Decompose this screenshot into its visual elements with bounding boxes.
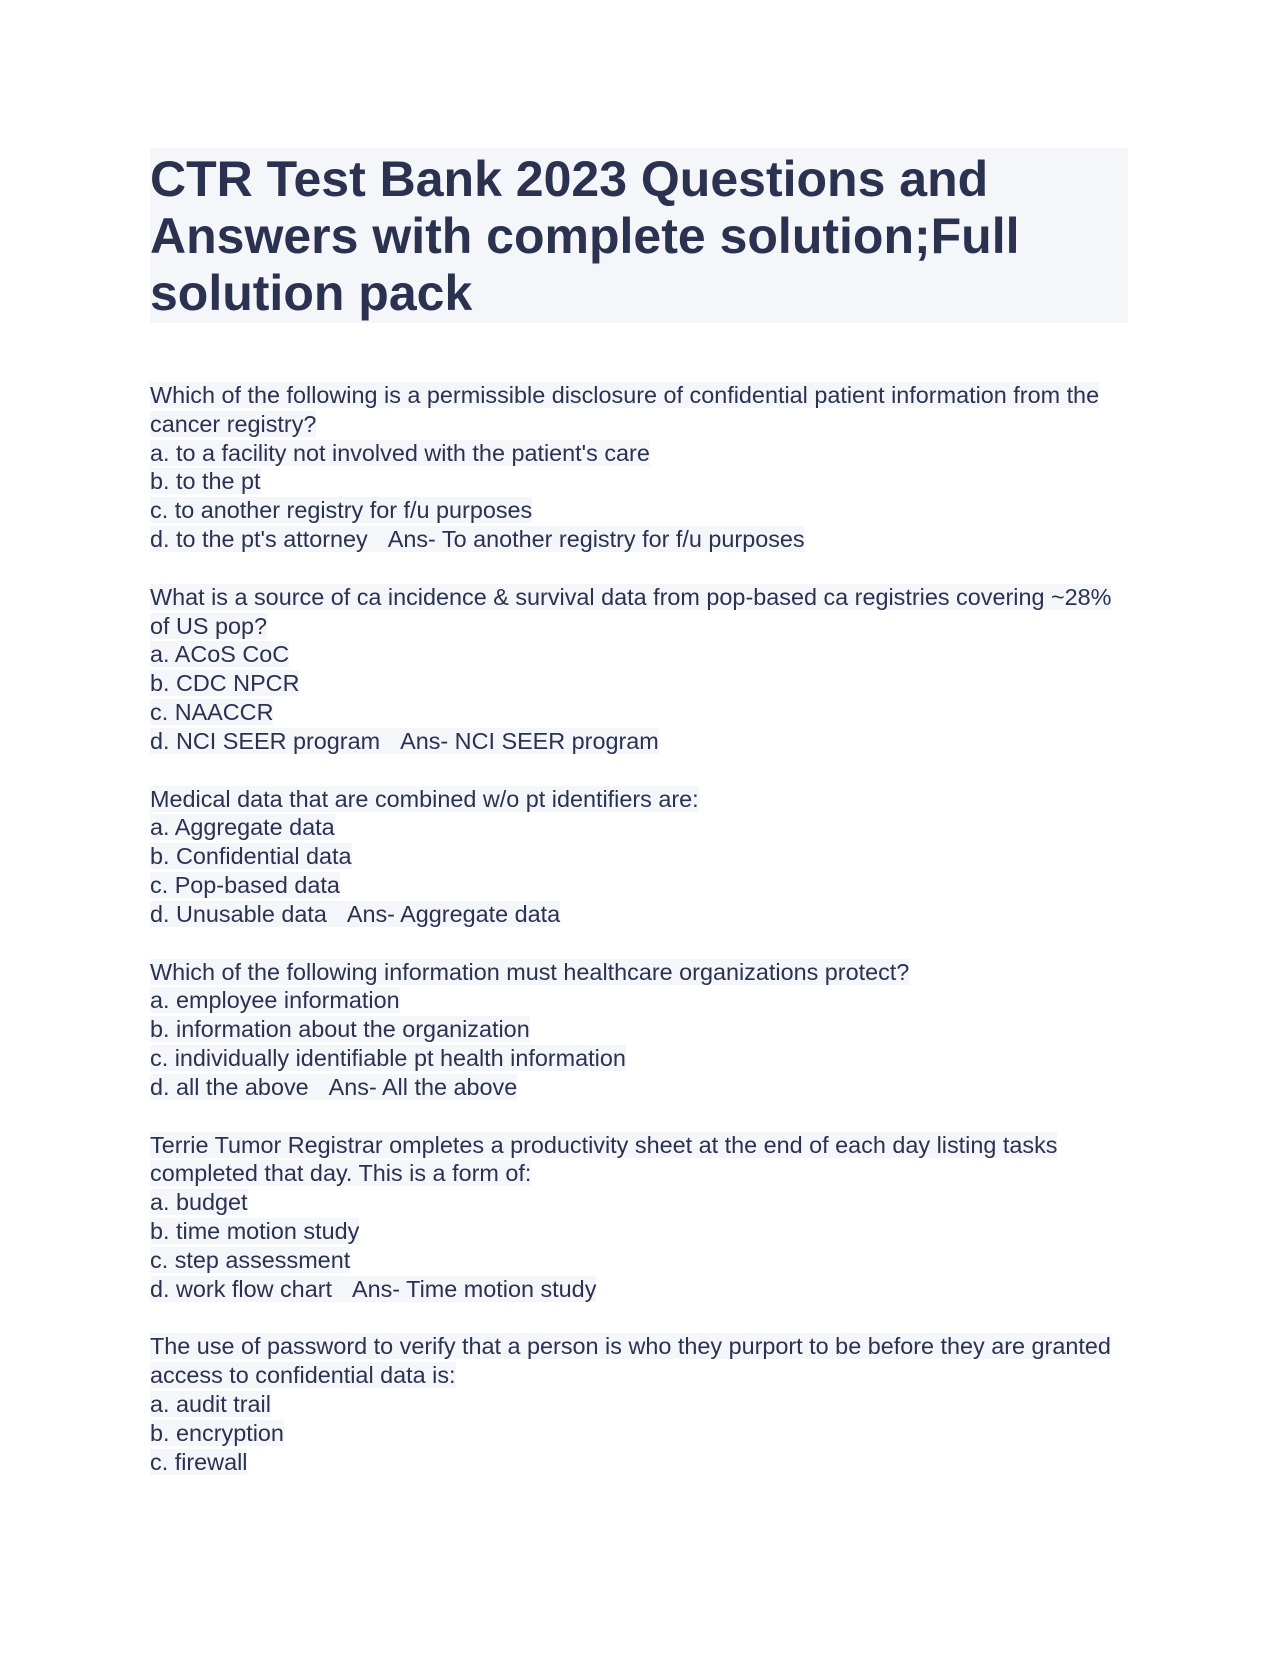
correct-answer: Ans- All the above <box>328 1073 518 1100</box>
document-title: CTR Test Bank 2023 Questions and Answers with complete solution;Full solution pack <box>150 151 1020 321</box>
question-list <box>150 381 1128 1476</box>
answer-option: d. all the above <box>150 1073 309 1100</box>
answer-option: d. NCI SEER program <box>150 727 381 754</box>
question-text: The use of password to verify that a person is who they purport to be before they are granted access to confidential data is: <box>150 1333 1111 1389</box>
answer-option: c. firewall <box>150 1448 248 1475</box>
correct-answer: Ans- Time motion study <box>352 1275 597 1302</box>
answer-option: b. to the pt <box>150 468 261 495</box>
answer-option: d. to the pt's attorney <box>150 525 368 552</box>
question-item <box>150 1131 1128 1304</box>
question-item <box>150 785 1128 929</box>
question-item <box>150 381 1128 554</box>
answer-option: c. to another registry for f/u purposes <box>150 497 533 524</box>
answer-option: a. ACoS CoC <box>150 641 290 668</box>
correct-answer: Ans- Aggregate data <box>346 900 561 927</box>
question-text: Which of the following information must healthcare organizations protect? <box>150 958 910 985</box>
question-item <box>150 583 1128 756</box>
answer-option: c. individually identifiable pt health information <box>150 1044 626 1071</box>
answer-option: c. step assessment <box>150 1246 351 1273</box>
question-text: Which of the following is a permissible disclosure of confidential patient information from the cancer registry? <box>150 382 1100 437</box>
question-text: What is a source of ca incidence & survival data from pop-based ca registries covering ~28% of US pop? <box>150 583 1112 639</box>
answer-option: b. information about the organization <box>150 1016 530 1043</box>
answer-option: c. NAACCR <box>150 698 274 725</box>
answer-option: d. work flow chart <box>150 1275 332 1302</box>
answer-option: a. audit trail <box>150 1390 271 1417</box>
answer-option: b. encryption <box>150 1419 284 1446</box>
document-page <box>150 148 1128 1505</box>
correct-answer: Ans- To another registry for f/u purposes <box>387 525 805 552</box>
question-text: Terrie Tumor Registrar ompletes a productivity sheet at the end of each day listing tasks completed that day. This is a form of: <box>150 1131 1058 1187</box>
answer-option: c. Pop-based data <box>150 871 340 898</box>
title-block <box>150 148 1128 323</box>
correct-answer: Ans- NCI SEER program <box>400 727 659 754</box>
answer-option: a. to a facility not involved with the patient's care <box>150 439 650 466</box>
answer-option: b. time motion study <box>150 1217 360 1244</box>
answer-option: a. budget <box>150 1189 248 1216</box>
question-item <box>150 1332 1128 1476</box>
answer-option: b. Confidential data <box>150 843 352 870</box>
answer-option: d. Unusable data <box>150 900 327 927</box>
answer-option: a. employee information <box>150 987 400 1014</box>
question-text: Medical data that are combined w/o pt identifiers are: <box>150 785 699 812</box>
question-item <box>150 958 1128 1102</box>
answer-option: a. Aggregate data <box>150 814 335 841</box>
answer-option: b. CDC NPCR <box>150 670 300 697</box>
